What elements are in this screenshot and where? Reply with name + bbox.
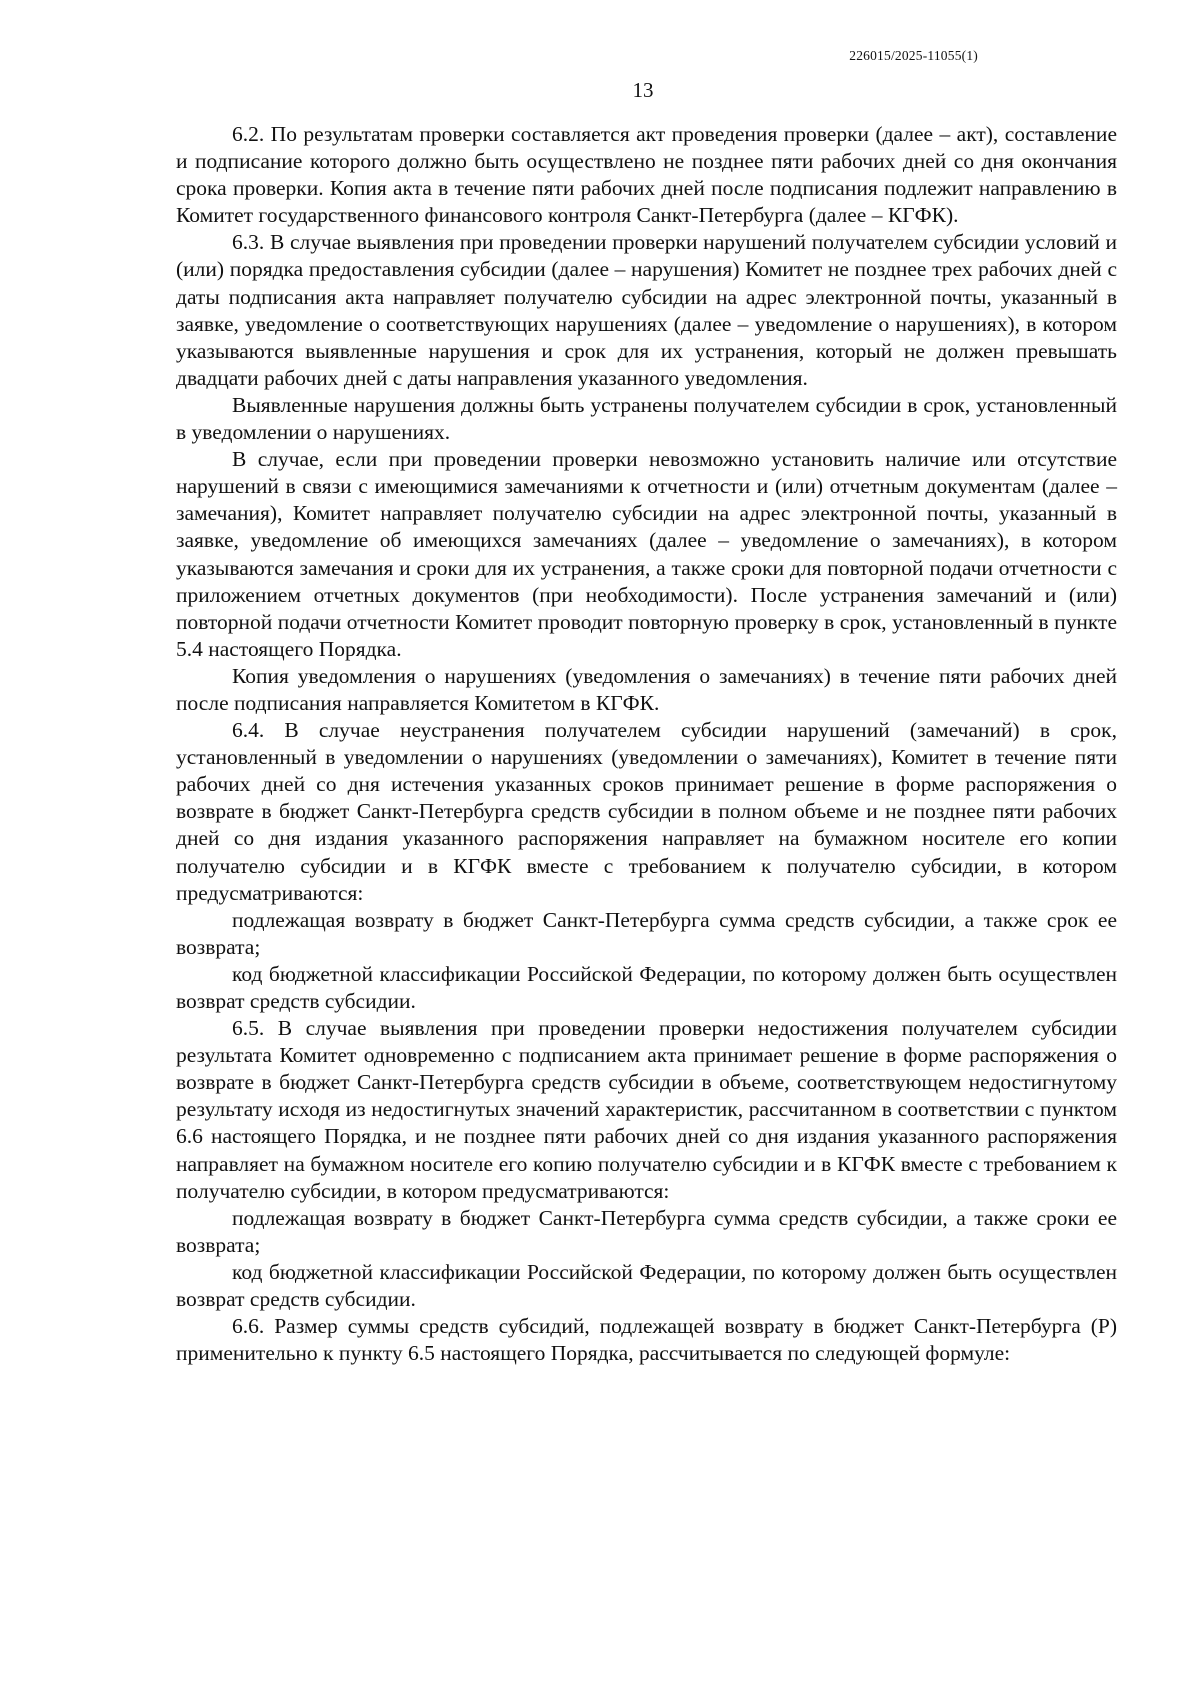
paragraph-6-4: 6.4. В случае неустранения получателем субсидии нарушений (замечаний) в срок, установленный в уведомлении о нарушениях (уведомлении о замечаниях), Комитет в течение пяти рабочих дней со дня истечения указанных сроков принимает решение в форме распоряжения о возврате в бюджет Санкт-Петербурга средств субсидии в полном объеме и не позднее пяти рабочих дней со дня издания указанного распоряжения направляет на бумажном носителе его копии получателю субсидии и в КГФК вместе с требованием к получателю субсидии, в котором предусматриваются: [176,718,1117,905]
paragraph-6-4-item-code: код бюджетной классификации Российской Федерации, по которому должен быть осуществлен возврат средств субсидии. [176,961,1117,1013]
document-body [176,121,1117,1367]
paragraph-6-3-notice-copy: Копия уведомления о нарушениях (уведомления о замечаниях) в течение пяти рабочих дней после подписания направляется Комитетом в КГФК. [176,663,1117,715]
paragraph-6-3-remarks: В случае, если при проведении проверки невозможно установить наличие или отсутствие нарушений в связи с имеющимися замечаниями к отчетности и (или) отчетным документам (далее – замечания), Комитет направляет получателю субсидии на адрес электронной почты, указанный в заявке, уведомление об имеющихся замечаниях (далее – уведомление о замечаниях), в котором указываются замечания и сроки для их устранения, а также сроки для повторной подачи отчетности с приложением отчетных документов (при необходимости). После устранения замечаний и (или) повторной подачи отчетности Комитет проводит повторную проверку в срок, установленный в пункте 5.4 настоящего Порядка. [176,447,1117,661]
paragraph-6-3: 6.3. В случае выявления при проведении проверки нарушений получателем субсидии условий и (или) порядка предоставления субсидии (далее – нарушения) Комитет не позднее трех рабочих дней с даты подписания акта направляет получателю субсидии на адрес электронной почты, указанный в заявке, уведомление о соответствующих нарушениях (далее – уведомление о нарушениях), в котором указываются выявленные нарушения и срок для их устранения, который не должен превышать двадцати рабочих дней с даты направления указанного уведомления. [176,230,1117,390]
paragraph-6-5-item-amount: подлежащая возврату в бюджет Санкт-Петербурга сумма средств субсидии, а также сроки ее возврата; [176,1205,1117,1257]
paragraph-6-5: 6.5. В случае выявления при проведении проверки недостижения получателем субсидии результата Комитет одновременно с подписанием акта принимает решение в форме распоряжения о возврате в бюджет Санкт-Петербурга средств субсидии в объеме, соответствующем недостигнутому результату исходя из недостигнутых значений характеристик, рассчитанном в соответствии с пунктом 6.6 настоящего Порядка, и не позднее пяти рабочих дней со дня издания указанного распоряжения направляет на бумажном носителе его копию получателю субсидии и в КГФК вместе с требованием к получателю субсидии, в котором предусматриваются: [176,1016,1117,1203]
page-number: 13 [632,78,654,102]
paragraph-6-6: 6.6. Размер суммы средств субсидий, подлежащей возврату в бюджет Санкт-Петербурга (Р) применительно к пункту 6.5 настоящего Порядка, рассчитывается по следующей формуле: [176,1314,1117,1366]
paragraph-6-4-item-amount: подлежащая возврату в бюджет Санкт-Петербурга сумма средств субсидии, а также срок ее возврата; [176,907,1117,959]
document-registration-number: 226015/2025-11055(1) [849,48,978,63]
paragraph-6-2: 6.2. По результатам проверки составляется акт проведения проверки (далее – акт), составление и подписание которого должно быть осуществлено не позднее пяти рабочих дней со дня окончания срока проверки. Копия акта в течение пяти рабочих дней после подписания подлежит направлению в Комитет государственного финансового контроля Санкт-Петербурга (далее – КГФК). [176,122,1117,228]
paragraph-6-5-item-code: код бюджетной классификации Российской Федерации, по которому должен быть осуществлен возврат средств субсидии. [176,1259,1117,1312]
paragraph-6-3-violations-fix: Выявленные нарушения должны быть устранены получателем субсидии в срок, установленный в уведомлении о нарушениях. [176,392,1117,445]
